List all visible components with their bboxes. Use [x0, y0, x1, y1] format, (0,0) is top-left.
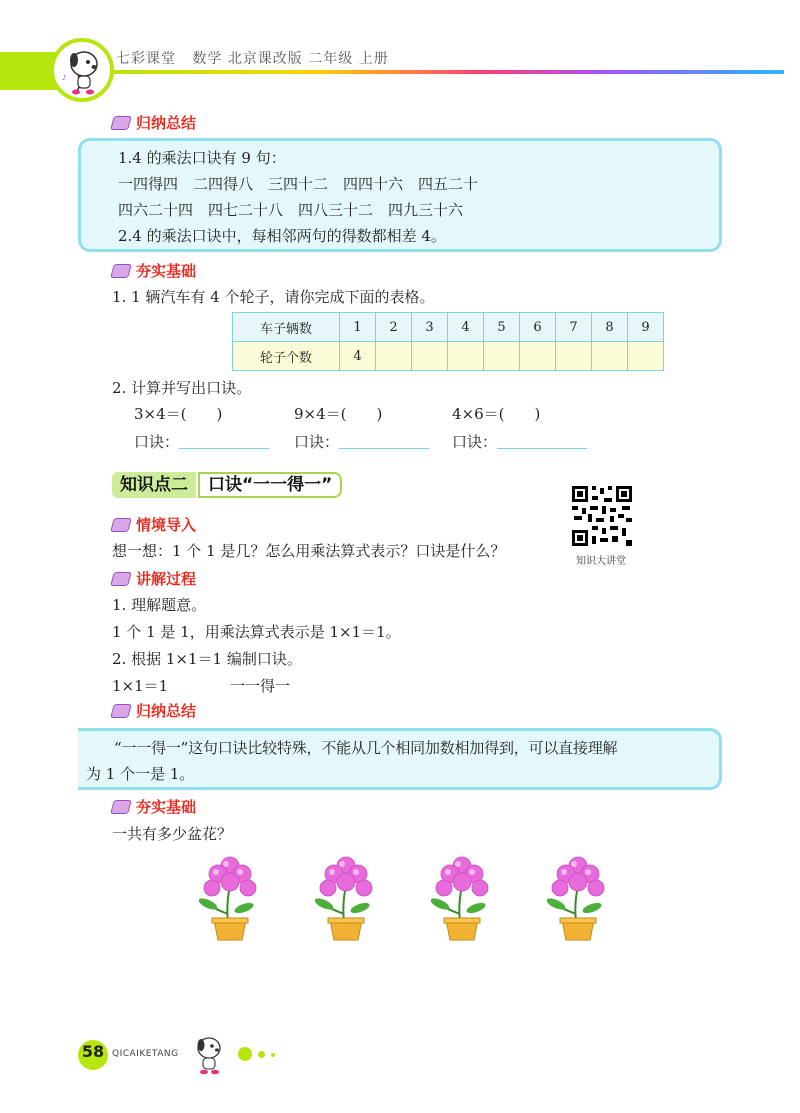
row-label-wheels: 轮子个数	[233, 342, 340, 371]
flower-pot-icon	[538, 852, 618, 946]
koujue-3	[452, 428, 587, 456]
header-title	[116, 48, 389, 68]
cell-cars-8: 8	[592, 313, 628, 342]
flower-pot-icon	[422, 852, 502, 946]
section-icon	[110, 264, 132, 278]
svg-text:♪: ♪	[62, 74, 67, 82]
answer-blank[interactable]	[497, 448, 587, 449]
cell-wheels-2[interactable]	[376, 342, 412, 371]
subject-name: 数学	[192, 51, 223, 67]
cell-wheels-9[interactable]	[628, 342, 664, 371]
section-explain	[112, 568, 196, 589]
summary2-line-2: 为 1 个一是 1。	[86, 765, 195, 783]
series-name: 七彩课堂	[116, 51, 176, 67]
qr-caption: 知识大讲堂	[576, 556, 626, 567]
section-label: 情境导入	[136, 516, 197, 534]
explain-equation: 1×1＝1	[112, 677, 169, 695]
footer-brand: QICAIKETANG	[112, 1049, 179, 1059]
koujue-label: 口诀：	[452, 433, 498, 451]
calc-1: 3×4＝( )	[134, 405, 223, 423]
calc-3: 4×6＝( )	[452, 405, 541, 423]
edition-name: 北京课改版	[227, 51, 303, 67]
section-intro	[112, 514, 196, 535]
cell-cars-5: 5	[484, 313, 520, 342]
flower-pot-icon	[306, 852, 386, 946]
table-row	[233, 342, 664, 371]
section-label: 夯实基础	[136, 262, 197, 280]
section-summary-1	[112, 112, 196, 133]
header-rainbow-bar	[112, 70, 784, 74]
grade-name: 二年级	[308, 51, 354, 67]
section-icon	[110, 704, 132, 718]
knowledge-title: 口诀“一一得一”	[198, 472, 342, 498]
cell-cars-1: 1	[340, 313, 376, 342]
footer-dot-small	[271, 1053, 275, 1057]
calc-2: 9×4＝( )	[294, 405, 383, 423]
summary2-line-1: “一一得一”这句口诀比较特殊，不能从几个相同加数相加得到，可以直接理解	[114, 739, 618, 757]
section-practice-2	[112, 796, 196, 817]
explain-step-2: 1 个 1 是 1，用乘法算式表示是 1×1＝1。	[112, 623, 401, 641]
page-number: 58	[81, 1042, 105, 1061]
section-icon	[110, 116, 132, 130]
question-1: 1. 1 辆汽车有 4 个轮子，请你完成下面的表格。	[112, 288, 435, 306]
section-icon	[110, 518, 132, 532]
koujue-label: 口诀：	[134, 433, 180, 451]
footer-dot-large	[238, 1047, 252, 1061]
cell-cars-4: 4	[448, 313, 484, 342]
cell-wheels-7[interactable]	[556, 342, 592, 371]
cell-wheels-5[interactable]	[484, 342, 520, 371]
section-label: 归纳总结	[136, 702, 197, 720]
cell-wheels-3[interactable]	[412, 342, 448, 371]
explain-step-1: 1. 理解题意。	[112, 596, 207, 614]
volume-name: 上册	[358, 51, 389, 67]
question-2: 2. 计算并写出口诀。	[112, 379, 252, 397]
summary-line-1: 1.4 的乘法口诀有 9 句：	[118, 149, 286, 167]
row-label-cars: 车子辆数	[233, 313, 340, 342]
summary-line-3: 四六二十四 四七二十八 四八三十二 四九三十六	[118, 201, 464, 219]
section-summary-2	[112, 700, 196, 721]
answer-blank[interactable]	[179, 448, 269, 449]
cell-wheels-6[interactable]	[520, 342, 556, 371]
section-icon	[110, 572, 132, 586]
section-label: 讲解过程	[136, 570, 197, 588]
practice2-question: 一共有多少盆花？	[112, 825, 233, 843]
qr-code-icon[interactable]	[570, 484, 634, 548]
flower-pot-icon	[190, 852, 270, 946]
section-label: 夯实基础	[136, 798, 197, 816]
cell-cars-9: 9	[628, 313, 664, 342]
dog-mascot-icon	[54, 42, 110, 98]
cell-cars-7: 7	[556, 313, 592, 342]
knowledge-tag: 知识点二	[112, 472, 196, 498]
cell-wheels-8[interactable]	[592, 342, 628, 371]
cell-wheels-1[interactable]: 4	[340, 342, 376, 371]
cell-cars-3: 3	[412, 313, 448, 342]
explain-rhyme: 一一得一	[230, 677, 291, 695]
mascot-badge	[50, 38, 114, 102]
summary-line-4: 2.4 的乘法口诀中，每相邻两句的得数都相差 4。	[118, 227, 446, 245]
koujue-2	[294, 428, 429, 456]
table-row	[233, 313, 664, 342]
footer-mascot-icon	[192, 1034, 226, 1082]
knowledge-point-banner	[112, 472, 342, 498]
koujue-label: 口诀：	[294, 433, 340, 451]
cell-wheels-4[interactable]	[448, 342, 484, 371]
answer-blank[interactable]	[339, 448, 429, 449]
section-icon	[110, 800, 132, 814]
cell-cars-2: 2	[376, 313, 412, 342]
explain-step-3: 2. 根据 1×1＝1 编制口诀。	[112, 650, 302, 668]
wheels-table	[232, 312, 664, 371]
intro-text: 想一想：1 个 1 是几？怎么用乘法算式表示？口诀是什么？	[112, 542, 506, 560]
summary-line-2: 一四得四 二四得八 三四十二 四四十六 四五二十	[118, 175, 479, 193]
koujue-1	[134, 428, 269, 456]
cell-cars-6: 6	[520, 313, 556, 342]
section-practice-1	[112, 260, 196, 281]
section-label: 归纳总结	[136, 114, 197, 132]
footer-dot-medium	[258, 1051, 265, 1058]
